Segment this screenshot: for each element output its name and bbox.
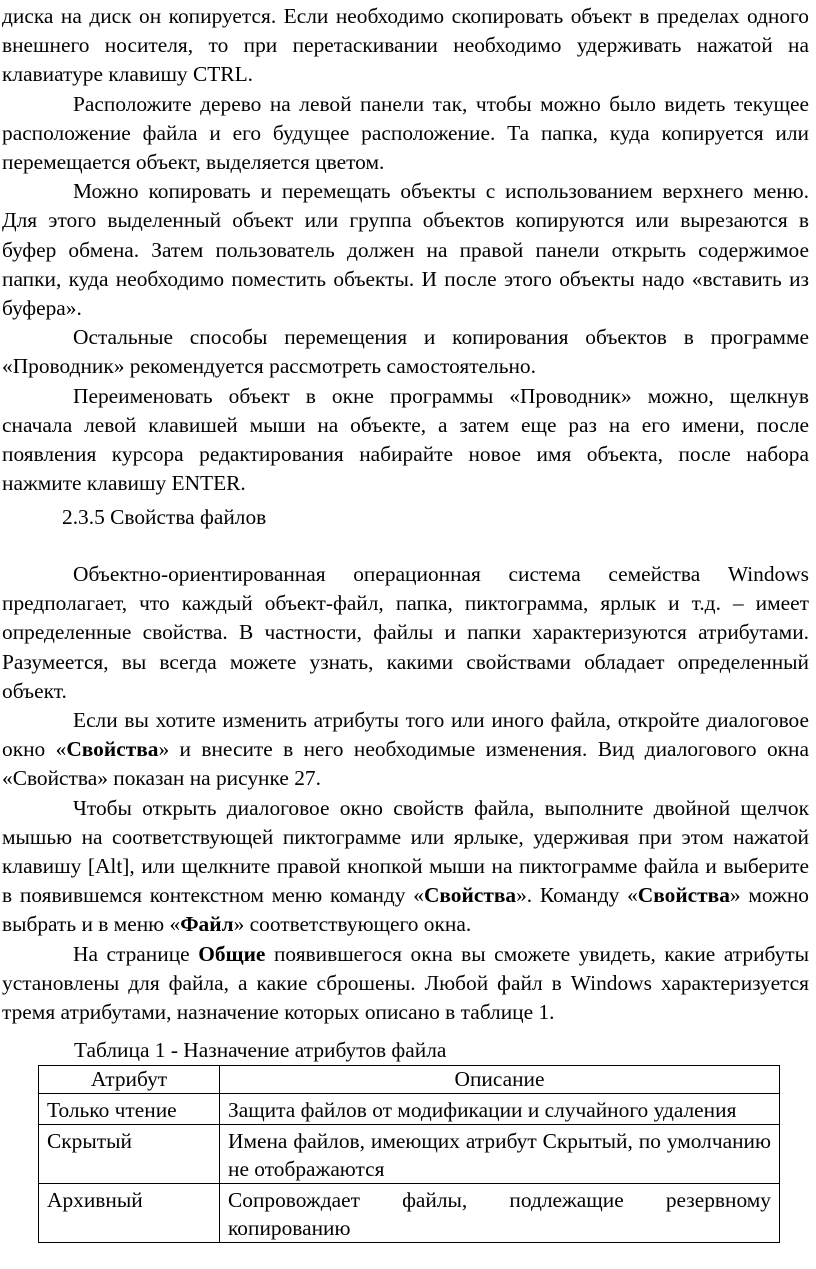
bold-term: Общие — [198, 941, 266, 966]
table-row — [39, 1184, 780, 1243]
table-row — [39, 1094, 780, 1125]
paragraph-copy-drag: диска на диск он копируется. Если необходимо скопировать объект в пределах одного внешнего носителя, то при перетаскивании необходимо удерживать нажатой на клавиатуре клавишу CTRL. — [2, 4, 809, 87]
text-run: » соответствующего окна. — [233, 912, 472, 937]
paragraph-tree-position: Расположите дерево на левой панели так, чтобы можно было видеть текущее расположение файла и его будущее расположение. Та папка, куда копируется или перемещается объект, выделяется цветом. — [2, 91, 809, 175]
text-run: » и внесите в него необходимые изменения. Вид диалогового окна «Свойства» показан на рисунке 27. — [2, 737, 810, 791]
bottom-text-block — [2, 560, 809, 1027]
attribute-name-cell: Скрытый — [39, 1125, 220, 1184]
attribute-description-cell: Сопровождает файлы, подлежащие резервному копированию — [220, 1184, 780, 1243]
paragraph-rename: Переименовать объект в окне программы «Проводник» можно, щелкнув сначала левой клавишей мыши на объекте, а затем еще раз на его имени, после появления курсора редактирования набирайте новое имя объекта, после набора нажмите клавишу ENTER. — [2, 383, 809, 496]
paragraph-change-attributes — [2, 706, 809, 794]
attribute-description-cell: Имена файлов, имеющих атрибут Скрытый, по умолчанию не отображаются — [220, 1125, 780, 1184]
section-heading: 2.3.5 Свойства файлов — [62, 505, 267, 529]
attribute-name-cell: Только чтение — [39, 1094, 220, 1125]
text-run: » можно выбрать и в меню « — [2, 883, 809, 937]
table-header-cell: Атрибут — [39, 1066, 220, 1094]
table-header-cell: Описание — [220, 1066, 780, 1094]
bold-term: Свойства — [66, 737, 159, 762]
text-run: Если вы хотите изменить атрибуты того или иного файла, откройте диалоговое окно « — [2, 708, 809, 762]
table-row — [39, 1125, 780, 1184]
top-text-block — [2, 2, 809, 498]
paragraph-menu-copy: Можно копировать и перемещать объекты с использованием верхнего меню. Для этого выделенный объект или группа объектов копируются или вырезаются в буфер обмена. Затем пользователь должен на правой панели открыть содержимое папки, куда необходимо поместить объекты. И после этого объекты надо «вставить из буфера». — [2, 179, 809, 321]
attribute-description-cell: Защита файлов от модификации и случайного удаления — [220, 1094, 780, 1125]
attributes-table — [38, 1065, 780, 1243]
paragraph-other-methods: Остальные способы перемещения и копирования объектов в программе «Проводник» рекомендуется рассмотреть самостоятельно. — [2, 325, 809, 379]
paragraph-object-properties: Объектно-ориентированная операционная система семейства Windows предполагает, что каждый объект-файл, папка, пиктограмма, ярлык и т.д. – имеет определенные свойства. В частности, файлы и папки характеризуются атрибутами. Разумеется, вы всегда можете узнать, какими свойствами обладает определенный объект. — [2, 562, 809, 703]
text-run: появившегося окна вы сможете увидеть, какие атрибуты установлены для файла, а какие сброшены. Любой файл в Windows характеризуется тремя атрибутами, назначение которых описано в таблице 1. — [2, 941, 809, 1025]
text-run: На странице — [73, 941, 199, 966]
attribute-name-cell: Архивный — [39, 1184, 220, 1243]
text-run: Чтобы открыть диалоговое окно свойств файла, выполните двойной щелчок мышью на соответствующей пиктограмме или ярлыке, удерживая при этом нажатой клавишу [Alt], или щелкните правой кнопкой мыши на пиктограмме файла и выберите в появившемся контекстном меню команду « — [2, 795, 809, 908]
bold-term: Файл — [180, 912, 234, 937]
bold-term: Свойства — [423, 883, 517, 908]
paragraph-general-page — [2, 940, 809, 1028]
paragraph-open-dialog — [2, 794, 809, 940]
table-caption: Таблица 1 - Назначение атрибутов файла — [74, 1038, 447, 1062]
bold-term: Свойства — [637, 883, 730, 908]
table-header-row — [39, 1066, 780, 1094]
text-run: ». Команду « — [516, 883, 638, 908]
